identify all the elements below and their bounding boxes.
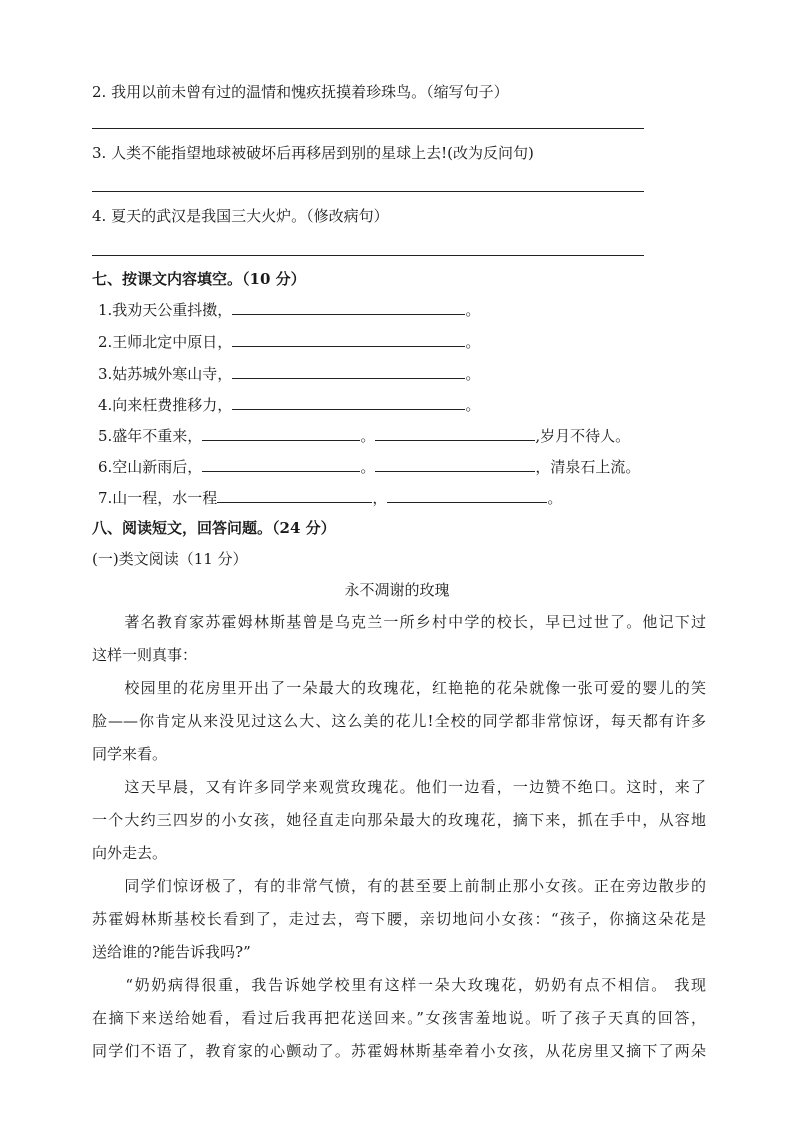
fill-item-4 (98, 394, 480, 415)
fill-blank-4[interactable] (232, 394, 465, 410)
answer-line-3[interactable] (92, 191, 644, 192)
fill-item-1-end: 。 (465, 301, 481, 319)
fill-item-7-end: 。 (547, 489, 563, 507)
fill-blank-5a[interactable] (202, 425, 360, 441)
fill-item-2-prompt: 2.王师北定中原日， (98, 333, 233, 351)
fill-item-6 (98, 456, 640, 477)
question-2: 2. 我用以前未曾有过的温情和愧疚抚摸着珍珠鸟。（缩写句子） (92, 83, 509, 101)
article-line: 一个大约三四岁的小女孩，她径直走向那朵最大的玫瑰花，摘下来，抓在手中，从容地 (92, 811, 706, 829)
answer-line-2[interactable] (92, 128, 644, 129)
fill-blank-3[interactable] (232, 363, 465, 379)
article-title: 永不凋谢的玫瑰 (344, 581, 450, 599)
fill-blank-6a[interactable] (202, 456, 360, 472)
fill-blank-7a[interactable] (217, 487, 372, 503)
article-line: 同学们不语了，教育家的心颤动了。苏霍姆林斯基牵着小女孩，从花房里又摘下了两朵 (92, 1042, 706, 1060)
fill-item-5-prompt: 5.盛年不重来， (98, 427, 203, 445)
article-line: 在摘下来送给她看，看过后我再把花送回来。”女孩害羞地说。听了孩子天真的回答， (92, 1009, 706, 1027)
article-line: 校园里的花房里开出了一朵最大的玫瑰花，红艳艳的花朵就像一张可爱的婴儿的笑 (92, 679, 706, 697)
fill-item-6-mid: 。 (360, 458, 376, 476)
article-line: 著名教育家苏霍姆林斯基曾是乌克兰一所乡村中学的校长，早已过世了。他记下过 (92, 613, 706, 631)
fill-item-5-end: ,岁月不待人。 (535, 427, 631, 445)
article-line: 同学们惊讶极了，有的非常气愤，有的甚至要上前制止那小女孩。正在旁边散步的 (92, 877, 706, 895)
fill-item-1-prompt: 1.我劝天公重抖擞， (98, 301, 233, 319)
fill-blank-5b[interactable] (375, 425, 535, 441)
article-line: 向外走去。 (92, 844, 168, 862)
article-line: 这天早晨，又有许多同学来观赏玫瑰花。他们一边看，一边赞不绝口。这时，来了 (92, 778, 706, 796)
fill-blank-1[interactable] (232, 299, 465, 315)
fill-item-7-prompt: 7.山一程，水一程 (98, 489, 218, 507)
fill-item-1 (98, 299, 480, 320)
article-line: 脸——你肯定从来没见过这么大、这么美的花儿!全校的同学都非常惊讶，每天都有许多 (92, 712, 706, 730)
fill-item-7 (98, 487, 562, 508)
fill-item-3-end: 。 (465, 365, 481, 383)
fill-item-4-end: 。 (465, 396, 481, 414)
section-8-heading: 八、阅读短文，回答问题。（24 分） (92, 519, 336, 537)
fill-item-6-prompt: 6.空山新雨后， (98, 458, 203, 476)
fill-item-2 (98, 331, 480, 352)
fill-item-4-prompt: 4.向来枉费推移力， (98, 396, 233, 414)
question-3: 3. 人类不能指望地球被破坏后再移居到别的星球上去!(改为反问句) (92, 144, 534, 162)
answer-line-4[interactable] (92, 255, 644, 256)
fill-item-6-end: ，清泉石上流。 (535, 458, 641, 476)
article-line: 同学来看。 (92, 745, 168, 763)
fill-blank-6b[interactable] (375, 456, 535, 472)
fill-blank-7b[interactable] (387, 487, 547, 503)
fill-item-3 (98, 363, 480, 384)
fill-item-5 (98, 425, 630, 446)
fill-blank-2[interactable] (232, 331, 465, 347)
article-line: 送给谁的?能告诉我吗?” (92, 943, 251, 961)
fill-item-7-mid: ， (372, 489, 388, 507)
fill-item-5-mid: 。 (360, 427, 376, 445)
section-7-heading: 七、按课文内容填空。（10 分） (92, 270, 306, 288)
section-8-subheading: (一)类文阅读（11 分） (92, 550, 248, 568)
fill-item-2-end: 。 (465, 333, 481, 351)
fill-item-3-prompt: 3.姑苏城外寒山寺， (98, 365, 233, 383)
article-line: “奶奶病得很重，我告诉她学校里有这样一朵大玫瑰花，奶奶有点不相信。 我现 (92, 976, 706, 994)
article-line: 苏霍姆林斯基校长看到了，走过去，弯下腰，亲切地问小女孩：“孩子，你摘这朵花是 (92, 910, 706, 928)
article-body (92, 606, 706, 1068)
article-line: 这样一则真事： (92, 646, 198, 664)
question-4: 4. 夏天的武汉是我国三大火炉。（修改病句） (92, 207, 389, 225)
